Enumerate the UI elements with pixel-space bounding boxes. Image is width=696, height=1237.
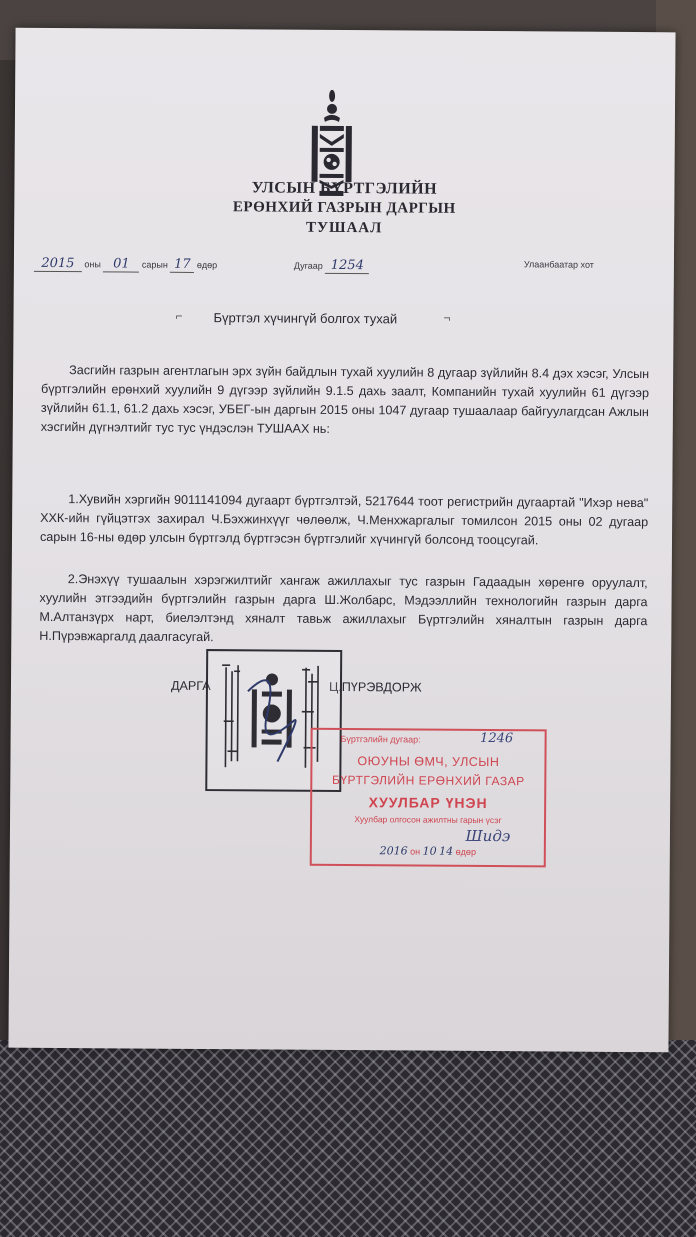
signatory-title: ДАРГА [170, 678, 211, 694]
date-month-label: сарын [141, 259, 168, 270]
copy-stamp-line-3: ХУУЛБАР ҮНЭН [368, 794, 488, 812]
copy-stamp-date-day-label: өдөр [455, 846, 477, 857]
copy-stamp-line-1: ОЮУНЫ ӨМЧ, УЛСЫН [357, 754, 500, 770]
signatory-name: Ц.ПҮРЭВДОРЖ [328, 679, 422, 695]
order-number: 1254 [325, 258, 369, 274]
copy-stamp-number-label: Бүртгэлийн дугаар: [340, 733, 421, 745]
paragraph-preamble: Засгийн газрын агентлагын эрх зүйн байдлын тухай хуулийн 8 дугаар зүйлийн 8.4 дэх хэсэг, Улсын бүртгэлийн ерөнхий хуулийн 9 дүгээр зүйлийн 9.1.5 дахь заалт, Компанийн тухай хуулийн 61 дүгээр зүйлийн 61.1, 61.2 дахь хэсэг, УБЕГ-ын даргын 2015 оны 1047 дугаар тушаалаар байгуулагдсан Ажлын хэсгийн дүгнэлтийг тус тус үндэслэн ТУШААХ нь: [40, 363, 650, 436]
copy-stamp-line-2: БҮРТГЭЛИЙН ЕРӨНХИЙ ГАЗАР [331, 772, 525, 789]
date-day: 17 [170, 257, 194, 273]
copy-stamp-number: 1246 [480, 730, 514, 747]
date-month: 01 [103, 256, 139, 272]
org-name-line-2: ЕРӨНХИЙ ГАЗРЫН ДАРГЫН [232, 199, 456, 217]
copy-stamp-date-year-label: он [410, 846, 421, 857]
copy-stamp-date-month: 10 [422, 844, 437, 858]
carpet-background [0, 1040, 696, 1237]
document-page [8, 28, 675, 1053]
city: Улаанбаатар хот [523, 259, 594, 270]
order-number-label: Дугаар [293, 260, 323, 271]
copy-stamp-line-4: Хуулбар олгосон ажилтны гарын үсэг [354, 814, 502, 826]
copy-stamp-date-year: 2016 [379, 844, 408, 858]
date-day-label: өдөр [196, 259, 218, 271]
document-type: ТУШААЛ [305, 219, 383, 237]
order-number-field [294, 258, 370, 275]
copy-stamp-date [312, 844, 544, 859]
date-year: 2015 [34, 256, 82, 272]
paragraph-item-1: 1.Хувийн хэргийн 9011141094 дугаарт бүртгэлтэй, 5217644 тоот регистрийн дугаартай "Ихэр нева" ХХК-ийн гүйцэтгэх захирал Ч.Бэхжинхүүг чөлөөлж, Ч.Менхжаргалыг томилсон 2015 оны 02 дугаар сарын 16-ны өдөр улсын бүртгэлд бүртгэсэн бүртгэлийг хүчингүй болсонд тооцсугай. [39, 492, 649, 548]
subject-bracket-right: ¬ [443, 310, 451, 325]
copy-stamp-signature: Шидэ [465, 826, 511, 846]
paragraph-item-2: 2.Энэхүү тушаалын хэрэгжилтийг хангаж ажиллахыг тус газрын Гадаадын хөренгө оруулалт, хуулийн этгээдийн бүртгэлийн газрын дарга Ш.Жолбарс, Мэдээллийн технологийн газрын дарга М.Алтанзүрх нарт, биелэлтэнд хяналт тавьж ажиллахыг Бүртгэлийн хяналтын газрын дарга Н.Пүрэвжаргалд даалгасугай. [39, 572, 648, 645]
copy-stamp-date-day: 14 [439, 844, 454, 858]
subject-bracket-left: ⌐ [175, 308, 183, 323]
date-field [34, 256, 217, 273]
org-name-line-1: УЛСЫН БҮРТГЭЛИЙН [251, 179, 438, 198]
date-year-label: оны [84, 259, 101, 270]
certified-copy-stamp [310, 728, 547, 868]
document-subject: Бүртгэл хүчингүй болгох тухай [213, 310, 398, 327]
